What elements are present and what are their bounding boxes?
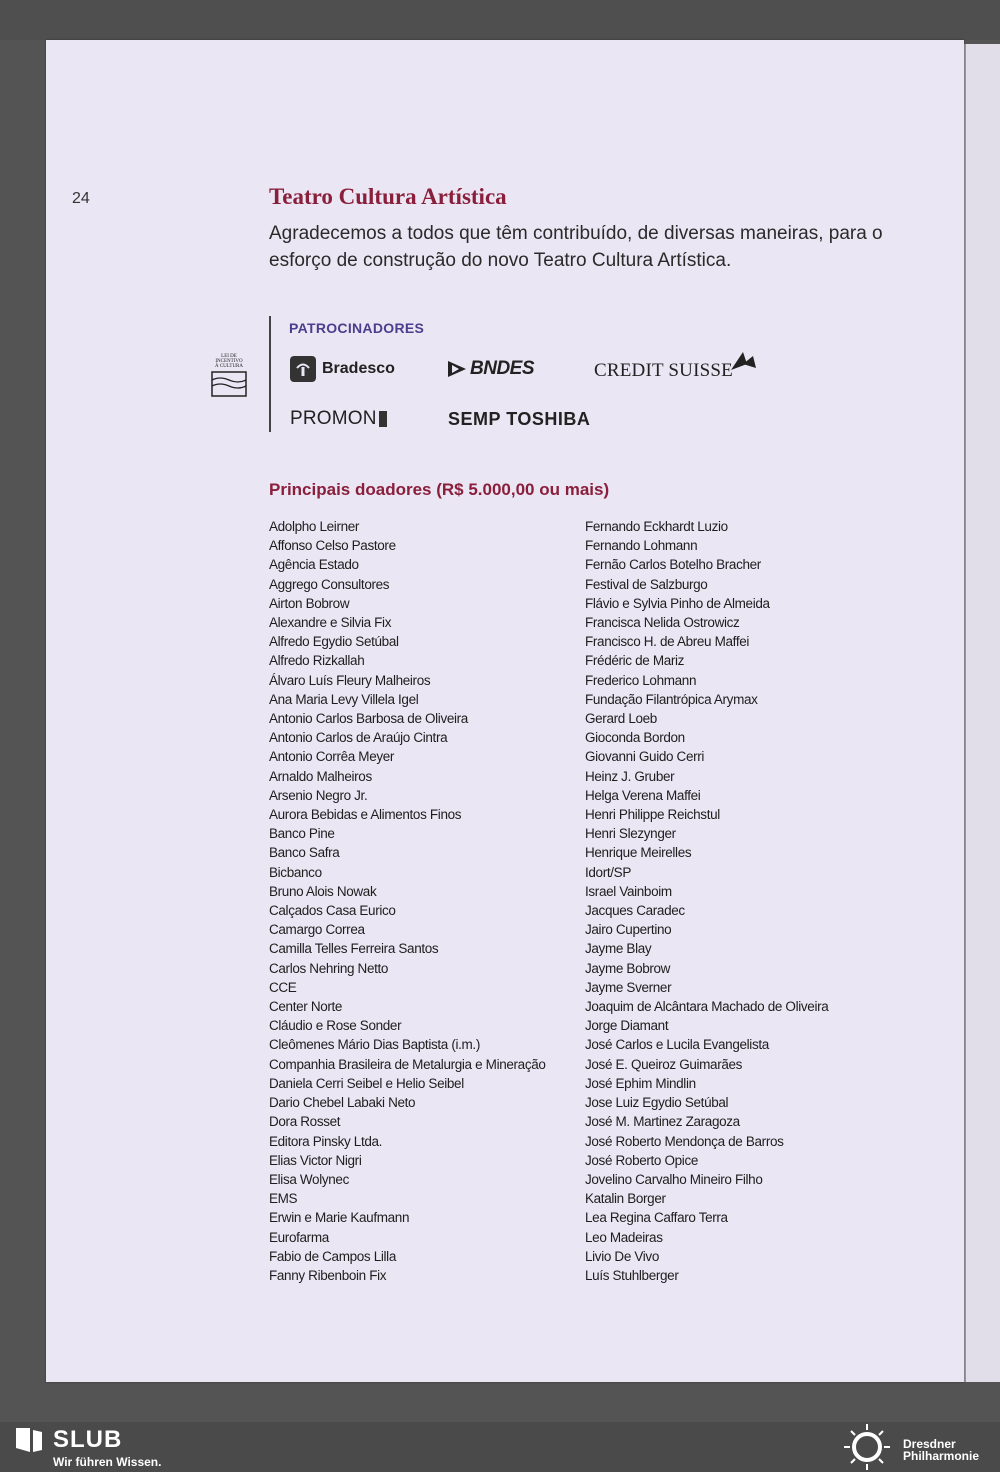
donor-name: Airton Bobrow: [269, 595, 350, 611]
donor-name: Alexandre e Silvia Fix: [269, 615, 392, 631]
footer-bar: [0, 1422, 1000, 1472]
donor-name: Gioconda Bordon: [585, 730, 685, 746]
lei-de-incentivo-logo: [209, 354, 249, 398]
donor-name: Heinz J. Gruber: [585, 768, 675, 784]
donor-name: Dora Rosset: [269, 1114, 341, 1130]
donor-name: Joaquim de Alcântara Machado de Oliveira: [585, 999, 829, 1015]
donor-name: Ana Maria Levy Villela Igel: [269, 691, 419, 707]
donor-name: Fernando Lohmann: [585, 538, 698, 554]
slub-name: SLUB: [53, 1426, 123, 1453]
bradesco-icon: [290, 356, 316, 382]
bndes-icon: [448, 361, 466, 377]
donor-name: Bicbanco: [269, 864, 322, 880]
donor-name: Center Norte: [269, 999, 343, 1015]
donor-name: Dario Chebel Labaki Neto: [269, 1095, 416, 1111]
philharmonie-line-2: Philharmonie: [903, 1449, 980, 1463]
page-title: Teatro Cultura Artística: [269, 184, 507, 209]
donor-name: Helga Verena Maffei: [585, 787, 701, 803]
donor-name: Daniela Cerri Seibel e Helio Seibel: [269, 1075, 464, 1091]
donor-name: Leo Madeiras: [585, 1229, 663, 1245]
donor-name: Idort/SP: [585, 864, 631, 880]
donor-name: Antonio Carlos de Araújo Cintra: [269, 730, 448, 746]
donor-name: Frédéric de Mariz: [585, 653, 685, 669]
philharmonie-icon: [842, 1424, 892, 1470]
donor-name: Jairo Cupertino: [585, 922, 672, 938]
donor-list-column-2: [585, 517, 925, 1285]
bndes-logo: [448, 358, 534, 380]
book-icon: [16, 1428, 42, 1452]
next-page-edge: [964, 44, 1000, 1382]
donor-name: Elias Victor Nigri: [269, 1152, 362, 1168]
donor-name: Alfredo Egydio Setúbal: [269, 634, 399, 650]
donor-name: Cláudio e Rose Sonder: [269, 1018, 402, 1034]
donor-name: José Roberto Mendonça de Barros: [585, 1133, 784, 1149]
credit-suisse-logo: [594, 360, 757, 382]
donor-name: Jacques Caradec: [585, 903, 685, 919]
donor-name: Jose Luiz Egydio Setúbal: [585, 1095, 729, 1111]
donor-list-column-1: [269, 517, 569, 1285]
donor-name: Elisa Wolynec: [269, 1171, 349, 1187]
donor-name: Arnaldo Malheiros: [269, 768, 372, 784]
donor-name: Luís Stuhlberger: [585, 1267, 679, 1283]
donor-name: Antonio Carlos Barbosa de Oliveira: [269, 711, 468, 727]
donor-name: Francisco H. de Abreu Maffei: [585, 634, 750, 650]
donor-name: Livio De Vivo: [585, 1248, 659, 1264]
semp-toshiba-logo: [448, 409, 590, 430]
donor-name: Frederico Lohmann: [585, 672, 697, 688]
donor-name: Camargo Correa: [269, 922, 365, 938]
donor-name: Fernando Eckhardt Luzio: [585, 519, 728, 534]
donor-name: Jayme Bobrow: [585, 960, 671, 976]
donor-name: Jorge Diamant: [585, 1018, 669, 1034]
donor-name: Henri Philippe Reichstul: [585, 807, 720, 823]
law-logo-line: INCENTIVO: [215, 359, 243, 364]
donor-name: Banco Safra: [269, 845, 340, 861]
donor-name: José Roberto Opice: [585, 1152, 699, 1168]
bradesco-logo: [290, 356, 395, 382]
donor-name: Alfredo Rizkallah: [269, 653, 365, 669]
donor-name: Aurora Bebidas e Alimentos Finos: [269, 807, 462, 823]
donor-name: Arsenio Negro Jr.: [269, 787, 368, 803]
bndes-name: BNDES: [470, 358, 535, 379]
philharmonie-line-1: Dresdner: [903, 1437, 956, 1451]
sponsor-divider: [269, 316, 271, 432]
donor-name: José E. Queiroz Guimarães: [585, 1056, 743, 1072]
donor-name: Antonio Corrêa Meyer: [269, 749, 395, 765]
donor-name: José Carlos e Lucila Evangelista: [585, 1037, 769, 1053]
donor-name: Banco Pine: [269, 826, 335, 842]
donor-name: EMS: [269, 1191, 298, 1207]
donor-name: Eurofarma: [269, 1229, 329, 1245]
donor-name: Fanny Ribenboin Fix: [269, 1267, 387, 1283]
sponsors-heading: PATROCINADORES: [289, 320, 425, 336]
sails-icon: [729, 350, 757, 372]
donor-name: Editora Pinsky Ltda.: [269, 1133, 383, 1149]
donor-name: Francisca Nelida Ostrowicz: [585, 615, 740, 631]
bradesco-name: Bradesco: [322, 360, 395, 377]
donor-name: Companhia Brasileira de Metalurgia e Mineração: [269, 1056, 546, 1072]
donor-name: Adolpho Leirner: [269, 519, 360, 534]
donor-name: Jayme Blay: [585, 941, 652, 957]
donor-name: Affonso Celso Pastore: [269, 538, 396, 554]
law-logo-line: À CULTURA: [214, 364, 243, 369]
law-logo-line: LEI DE: [221, 354, 237, 359]
donor-name: Álvaro Luís Fleury Malheiros: [269, 672, 431, 688]
promon-mark-icon: [379, 411, 387, 427]
donor-name: Fundação Filantrópica Arymax: [585, 691, 758, 707]
donor-name: Lea Regina Caffaro Terra: [585, 1210, 728, 1226]
slub-slogan: Wir führen Wissen.: [53, 1455, 162, 1469]
donor-name: Agência Estado: [269, 557, 359, 573]
promon-name: PROMON: [290, 408, 377, 429]
donor-name: Carlos Nehring Netto: [269, 960, 389, 976]
donor-name: Henrique Meirelles: [585, 845, 692, 861]
donor-name: CCE: [269, 979, 297, 995]
donor-name: Jayme Sverner: [585, 979, 672, 995]
donor-name: Bruno Alois Nowak: [269, 883, 377, 899]
donor-name: Fernão Carlos Botelho Bracher: [585, 557, 761, 573]
philharmonie-name: [903, 1438, 979, 1462]
donor-name: Katalin Borger: [585, 1191, 666, 1207]
donor-name: Fabio de Campos Lilla: [269, 1248, 396, 1264]
donor-name: Giovanni Guido Cerri: [585, 749, 705, 765]
donor-name: Israel Vainboim: [585, 883, 672, 899]
donor-name: Aggrego Consultores: [269, 576, 390, 592]
donor-name: Henri Slezynger: [585, 826, 676, 842]
donor-name: Camilla Telles Ferreira Santos: [269, 941, 439, 957]
donor-name: Cleômenes Mário Dias Baptista (i.m.): [269, 1037, 480, 1053]
credit-suisse-name: CREDIT SUISSE: [594, 360, 733, 381]
donor-name: Gerard Loeb: [585, 711, 657, 727]
page-number: 24: [72, 190, 90, 207]
donor-name: José Ephim Mindlin: [585, 1075, 696, 1091]
document-page: [46, 40, 964, 1382]
semp-toshiba-name: SEMP TOSHIBA: [448, 409, 591, 429]
donor-name: Festival de Salzburgo: [585, 576, 708, 592]
donor-name: Flávio e Sylvia Pinho de Almeida: [585, 595, 770, 611]
donors-heading: Principais doadores (R$ 5.000,00 ou mais): [269, 480, 610, 499]
donor-name: Jovelino Carvalho Mineiro Filho: [585, 1171, 763, 1187]
scan-background: [0, 0, 1000, 40]
intro-text: Agradecemos a todos que têm contribuído, de diversas maneiras, para o esforço de construção do novo Teatro Cultura Artística.: [269, 223, 883, 271]
donor-name: Erwin e Marie Kaufmann: [269, 1210, 410, 1226]
promon-logo: [290, 408, 387, 430]
donor-name: Calçados Casa Eurico: [269, 903, 396, 919]
flag-icon: [211, 371, 247, 397]
donor-name: José M. Martinez Zaragoza: [585, 1114, 740, 1130]
